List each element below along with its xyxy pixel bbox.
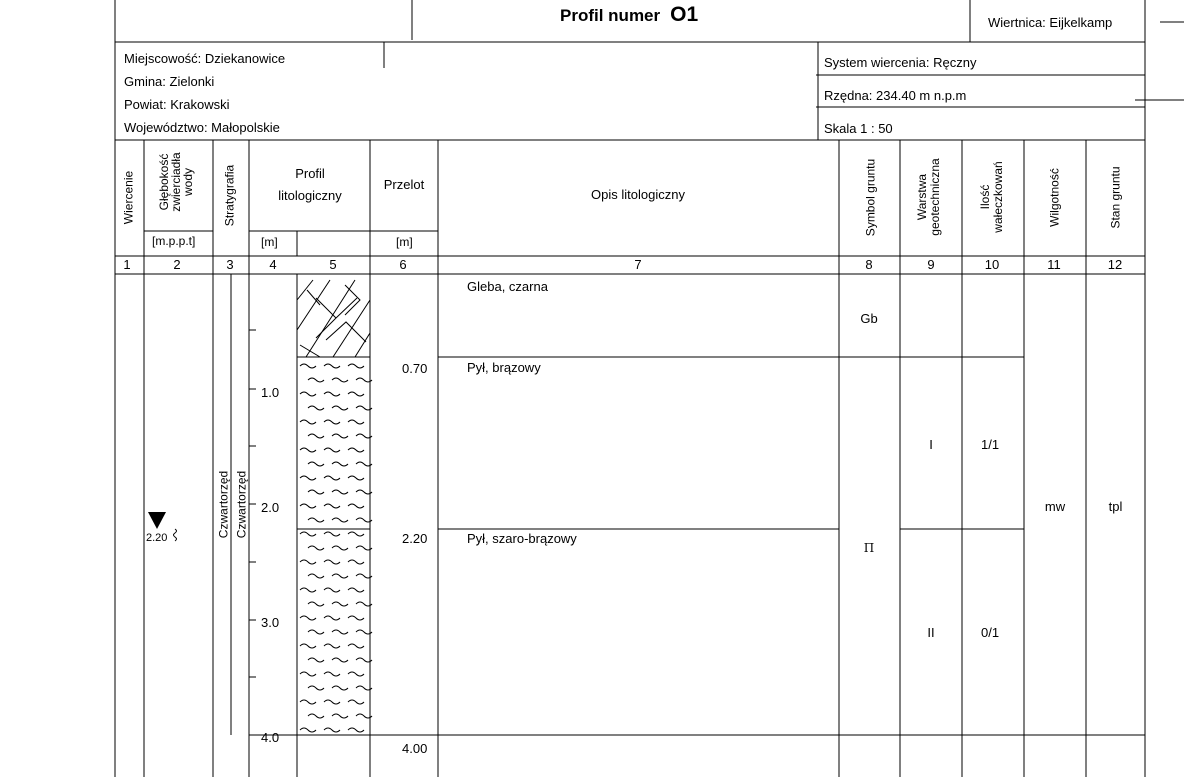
wave-stroke	[332, 602, 348, 606]
wave-stroke	[324, 588, 340, 592]
wave-stroke	[300, 364, 316, 368]
wave-stroke	[300, 392, 316, 396]
hatch-stroke	[307, 285, 360, 315]
wave-stroke	[324, 364, 340, 368]
layer-description: Gleba, czarna	[467, 279, 548, 294]
wave-stroke	[324, 392, 340, 396]
depth-tick-label: 1.0	[261, 385, 280, 400]
wave-stroke	[300, 672, 316, 676]
wave-stroke	[332, 658, 348, 662]
wave-stroke	[348, 672, 364, 676]
column-number: 1	[123, 257, 131, 272]
wave-stroke	[300, 700, 316, 704]
col-header-samples	[979, 147, 1005, 247]
commune: Gmina: Zielonki	[124, 74, 215, 89]
drill-rig: Wiertnica: Eijkelkamp	[988, 15, 1113, 30]
wave-stroke	[348, 532, 364, 536]
col-header-description: Opis litologiczny	[591, 187, 685, 202]
column-number: 4	[269, 257, 277, 272]
interval-value: 4.00	[402, 741, 428, 756]
soil-hatch-pattern	[297, 280, 370, 357]
column-number: 11	[1047, 257, 1061, 272]
wave-stroke	[348, 420, 364, 424]
col-header-stratigraphy: Stratygrafia	[222, 164, 237, 227]
county: Powiat: Krakowski	[124, 97, 230, 112]
wave-stroke	[332, 462, 348, 466]
geotech-layer-line1: Warstwa	[915, 173, 929, 221]
profile-unit: [m]	[261, 235, 278, 249]
profile-title	[560, 3, 699, 26]
wave-stroke	[308, 434, 324, 438]
wave-stroke	[300, 448, 316, 452]
col-header-water-depth: Głębokość zwierciadła wody	[157, 152, 195, 212]
samples-line2: wałeczkowań	[991, 161, 1005, 233]
locality: Miejscowość: Dziekanowice	[124, 51, 286, 66]
column-number: 10	[984, 257, 1000, 272]
wave-stroke	[332, 574, 348, 578]
water-level-label: 2.20	[146, 532, 168, 544]
wave-stroke	[348, 476, 364, 480]
wave-stroke	[324, 476, 340, 480]
depth-tick-label: 4.0	[261, 730, 280, 745]
wave-stroke	[348, 644, 364, 648]
interval-value: 2.20	[402, 531, 428, 546]
col-header-profile-line2: litologiczny	[278, 188, 342, 203]
wave-stroke	[300, 588, 316, 592]
wave-stroke	[300, 644, 316, 648]
layer-description: Pył, brązowy	[467, 360, 541, 375]
wave-stroke	[324, 644, 340, 648]
wave-stroke	[324, 448, 340, 452]
wave-stroke	[300, 504, 316, 508]
profile-id: O1	[670, 3, 699, 26]
wave-stroke	[332, 434, 348, 438]
wave-stroke	[348, 728, 364, 732]
col-header-profile-line1: Profil	[295, 166, 325, 181]
column-number: 3	[226, 257, 234, 272]
wave-stroke	[308, 546, 324, 550]
wave-stroke	[324, 728, 340, 732]
wave-stroke	[308, 490, 324, 494]
wave-stroke	[332, 630, 348, 634]
interval-unit: [m]	[396, 235, 413, 249]
stratigraphy-label-1: Czwartorzęd	[216, 470, 231, 539]
wave-stroke	[308, 574, 324, 578]
wave-stroke	[332, 518, 348, 522]
soil-state-value: tpl	[1108, 499, 1123, 514]
wave-stroke	[332, 686, 348, 690]
wave-stroke	[348, 560, 364, 564]
wave-stroke	[324, 560, 340, 564]
column-number: 9	[927, 257, 935, 272]
wave-stroke	[300, 728, 316, 732]
column-number: 2	[173, 257, 181, 272]
wave-stroke	[348, 448, 364, 452]
col-header-moisture: Wilgotność	[1047, 168, 1062, 227]
soil-symbol: Π	[863, 541, 875, 555]
moisture-value: mw	[1044, 499, 1066, 514]
layer-description: Pył, szaro-brązowy	[467, 531, 577, 546]
samples-count: 0/1	[981, 625, 1000, 640]
wave-stroke	[332, 546, 348, 550]
wave-stroke	[332, 406, 348, 410]
depth-tick-label: 3.0	[261, 615, 280, 630]
col-header-soil-symbol: Symbol gruntu	[863, 158, 878, 237]
samples-line1: Ilość	[978, 184, 992, 210]
wave-stroke	[324, 420, 340, 424]
wave-stroke	[300, 420, 316, 424]
depth-tick-label: 2.0	[261, 500, 280, 515]
wave-stroke	[308, 518, 324, 522]
wave-stroke	[348, 616, 364, 620]
profile-title-prefix: Profil numer	[560, 6, 661, 25]
col-header-soil-state: Stan gruntu	[1108, 166, 1123, 229]
wave-stroke	[332, 378, 348, 382]
wave-stroke	[324, 532, 340, 536]
wave-stroke	[300, 476, 316, 480]
wave-stroke	[300, 616, 316, 620]
column-number: 8	[865, 257, 873, 272]
elevation: Rzędna: 234.40 m n.p.m	[824, 88, 967, 103]
hatch-stroke	[300, 298, 366, 357]
wave-stroke	[332, 490, 348, 494]
silt-wave-pattern	[300, 364, 372, 732]
column-number: 12	[1107, 257, 1123, 272]
wave-stroke	[324, 672, 340, 676]
wave-stroke	[308, 630, 324, 634]
geotech-layer-label: II	[927, 625, 935, 640]
drilling-system: System wiercenia: Ręczny	[824, 55, 977, 70]
wave-stroke	[308, 686, 324, 690]
wave-stroke	[324, 504, 340, 508]
wave-stroke	[308, 658, 324, 662]
wave-stroke	[324, 616, 340, 620]
wave-stroke	[348, 588, 364, 592]
interval-value: 0.70	[402, 361, 428, 376]
column-number: 5	[329, 257, 337, 272]
column-number: 7	[634, 257, 642, 272]
wave-stroke	[348, 392, 364, 396]
scale: Skala 1 : 50	[824, 121, 893, 136]
wave-stroke	[308, 462, 324, 466]
col-header-interval: Przelot	[383, 177, 425, 192]
water-unit: [m.p.p.t]	[152, 234, 196, 248]
soil-symbol: Gb	[860, 311, 878, 326]
geotech-layer-label: I	[929, 437, 933, 452]
wave-stroke	[308, 602, 324, 606]
geotech-layer-line2: geotechniczna	[928, 158, 942, 236]
wave-stroke	[308, 406, 324, 410]
samples-count: 1/1	[981, 437, 1000, 452]
voivodeship: Województwo: Małopolskie	[124, 120, 280, 135]
wave-stroke	[348, 504, 364, 508]
wave-stroke	[348, 700, 364, 704]
wave-stroke	[308, 714, 324, 718]
wave-stroke	[308, 378, 324, 382]
wave-stroke	[300, 560, 316, 564]
wave-stroke	[332, 714, 348, 718]
wave-stroke	[348, 364, 364, 368]
column-number: 6	[399, 257, 407, 272]
wave-stroke	[300, 532, 316, 536]
col-header-drilling: Wiercenie	[121, 170, 136, 225]
col-header-geotech-layer	[916, 145, 942, 249]
wave-stroke	[324, 700, 340, 704]
stratigraphy-label-2: Czwartorzęd	[234, 470, 249, 539]
